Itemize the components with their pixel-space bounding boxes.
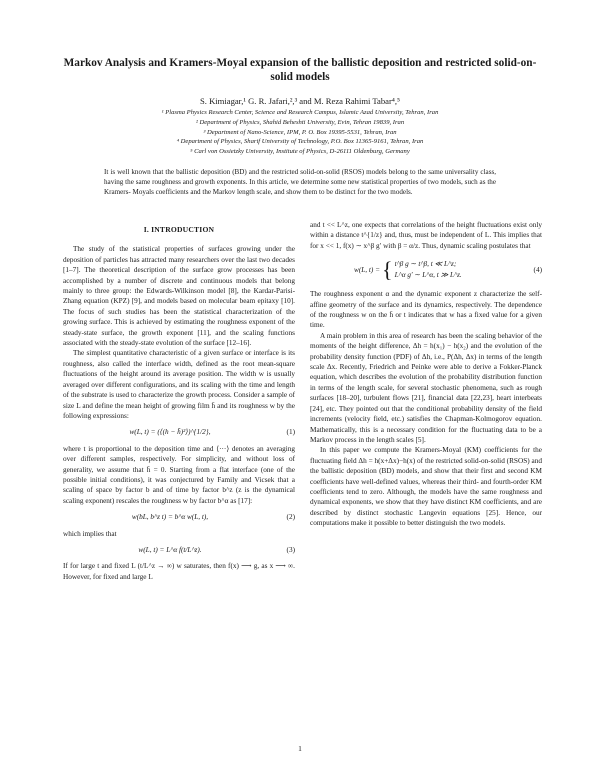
equation-number: (3) xyxy=(286,545,295,554)
paragraph: In this paper we compute the Kramers-Moyal (KM) coefficients for the fluctuating field Δh = h(x+Δx)−h(x) of the restricted solid-on-solid (RSOS) and the ballistic deposition (BD) models, and show that their first and second KM coefficients have well-defined values, whereas their third- and fourth-order KM coefficients tend to zero. Although, the models have the same roughness and dynamical exponents, we show that they have distinct KM coefficients, and are described by distinct stochastic Langevin equations [25]. Hence, our computations make it possible to better distinguish the two models. xyxy=(310,446,542,528)
brace-symbol: { xyxy=(382,257,393,283)
equation-lhs: w(L, t) = xyxy=(354,266,381,275)
paragraph: which implies that xyxy=(63,529,117,538)
affiliations xyxy=(60,108,540,157)
left-column xyxy=(63,225,295,582)
right-column xyxy=(310,220,542,529)
paragraph: The simplest quantitative characteristic of a given surface or interface is its roughness, also called the interface width, defined as the root mean-square fluctuations of the height around its average position. The width w is usually averaged over different configurations, and its scaling with the time and length of the substrate is used to characterize the growth process. Consider a sample of size L and define the mean height of growing film h̄ and its roughness w by the following expressions: xyxy=(63,349,295,420)
paragraph: and t << L^z, one expects that correlations of the height fluctuations exist only within a distance t^{1/z} and, thus, must be independent of L. This implies that for x << 1, f(x) ∼ x^β g′ with β = α/z. Thus, dynamic scaling postulates that xyxy=(310,221,542,250)
equation-case: t^β g ∼ t^β, t ≪ L^z; xyxy=(394,260,457,269)
equation-body: w(bL, b^z t) = b^α w(L, t), xyxy=(131,513,209,522)
author-list: S. Kimiagar,¹ G. R. Jafari,²,³ and M. Reza Rahimi Tabar⁴,⁵ xyxy=(200,96,400,106)
equation-case: L^α g′ ∼ L^α, t ≫ L^z. xyxy=(394,271,462,280)
equation-body: w(L, t) = (⟨(h − h̄)²⟩)^{1/2}, xyxy=(129,428,211,437)
page-number: 1 xyxy=(298,744,302,753)
paragraph: where t is proportional to the deposition time and ⟨···⟩ denotes an averaging over different samples, respectively. For simplicity, and without loss of generality, we assume that h̄ = 0. Starting from a flat interface (one of the possible initial conditions), it was conjectured by Family and Vicsek that a scaling of space by factor b and of time by factor b^z (z is the dynamical scaling exponent) rescales the roughness w by factor b^α as [17]: xyxy=(63,444,295,505)
paper-title: Markov Analysis and Kramers-Moyal expansion of the ballistic deposition and restricted solid-on-solid models xyxy=(63,57,537,83)
equation-2 xyxy=(63,512,295,522)
affiliation-3: ³ Department of Nano-Science, IPM, P. O. Box 19395-5531, Tehran, Iran xyxy=(203,128,397,136)
paragraph: If for large t and fixed L (t/L^z → ∞) w saturates, then f(x) ⟶ g, as x ⟶ ∞. However, for fixed and large L xyxy=(63,562,295,581)
equation-number: (1) xyxy=(286,428,295,437)
equation-cases xyxy=(395,259,462,281)
equation-1 xyxy=(63,427,295,437)
abstract: It is well known that the ballistic deposition (BD) and the restricted solid-on-solid (RSOS) models belong to the same universality class, having the same roughness and growth exponents. In this article, we determine some new statistical properties of two models, such as the Kramers- Moyals coefficients and the Markov length scale, and show them to be distinct for the two models. xyxy=(104,168,496,197)
affiliation-5: ⁵ Carl von Ossietzky University, Institute of Physics, D-26111 Oldenburg, Germany xyxy=(190,148,410,156)
equation-3 xyxy=(63,545,295,555)
equation-body: w(L, t) = L^α f(t/L^z). xyxy=(138,545,202,554)
equation-number: (2) xyxy=(286,513,295,522)
affiliation-2: ² Department of Physics, Shahid Beheshti University, Evin, Tehran 19839, Iran xyxy=(195,118,405,126)
paragraph: The roughness exponent α and the dynamic exponent z characterize the self-affine geometry of the surface and its dynamics, respectively. The dependence of the roughness w on the h̄ or t indicates that w has a fixed value for a given time. xyxy=(310,290,542,330)
paragraph: The study of the statistical properties of surfaces growing under the deposition of particles has attracted many researchers over the last two decades [1–7]. The theoretical description of the surface grow processes has been accomplished by a number of discrete and continuous models that belong mainly to three group: the Edwards-Wilkinson model [8], the Kardar-Parisi-Zhang equation (KPZ) [9], and models based on molecular beam epitaxy [10]. The focus of such studies has been the statistical characterization of the growing surface. This is achieved by estimating the roughness exponent of the steady-state surface, the growth exponent [11], and the scaling functions associated with the steady-state evolution of the surface [12–16]. xyxy=(63,245,295,348)
affiliation-4: ⁴ Department of Physics, Sharif University of Technology, P.O. Box 11365-9161, Tehran, Iran xyxy=(176,138,424,146)
equation-4 xyxy=(310,259,542,281)
equation-number: (4) xyxy=(533,266,542,275)
section-heading: I. INTRODUCTION xyxy=(143,225,215,234)
paragraph: A main problem in this area of research has been the scaling behavior of the moments of the height difference, Δh = h(x₁) − h(x₂) and the evolution of the probability density function (PDF) of Δh, i.e., P(Δh, Δx) in terms of the length scale Δx. Recently, Friedrich and Peinke were able to derive a Fokker-Planck equation, which describes the evolution of the probability distribution function in terms of the length scale, for several stochastic phenomena, such as rough surfaces [18–20], turbulent flows [21], financial data [22,23], heart interbeats [24], etc. They pointed out that the conditional probability density of the field increments (velocity field, etc.) satisfies the Chapman-Kolmogorov equation. Mathematically, this is a necessary condition for the fluctuating data to be a Markov process in the length scales [5]. xyxy=(310,331,542,444)
affiliation-1: ¹ Plasma Physics Research Center, Science and Research Campus, Islamic Azad University, Tehran, Iran xyxy=(161,109,439,116)
